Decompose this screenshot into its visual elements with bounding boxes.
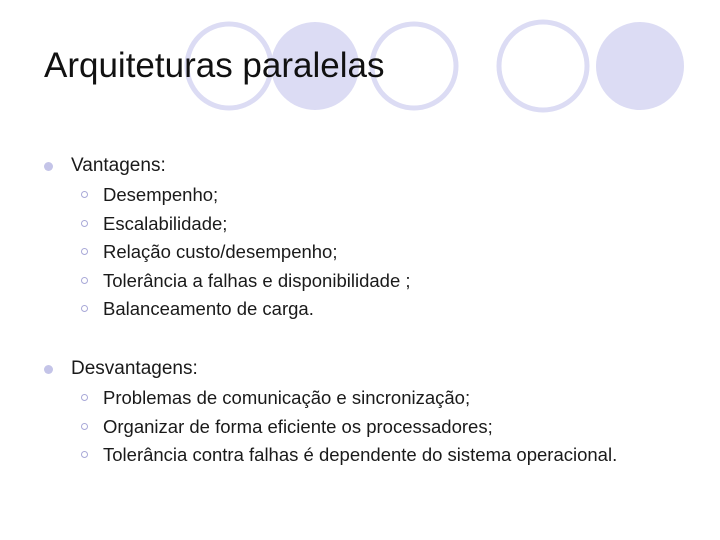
list-item-text: Problemas de comunicação e sincronização; bbox=[103, 387, 471, 408]
bullet-ring-icon bbox=[81, 191, 88, 198]
bullet-ring-icon bbox=[81, 305, 88, 312]
bullet-ring-icon bbox=[81, 423, 88, 430]
section-heading: Vantagens: bbox=[71, 155, 166, 176]
bullet-ring-icon bbox=[81, 220, 88, 227]
list-item-text: Tolerância a falhas e disponibilidade ; bbox=[103, 269, 411, 291]
bullet-dot-icon bbox=[44, 162, 53, 171]
decor-ring-3 bbox=[499, 22, 587, 110]
list-item-text: Escalabilidade; bbox=[103, 212, 228, 234]
section-heading: Desvantagens: bbox=[71, 358, 198, 379]
decor-ring-2 bbox=[372, 24, 456, 108]
slide-title: Arquiteturas paralelas bbox=[44, 46, 385, 85]
bullet-dot-icon bbox=[44, 365, 53, 374]
list-item-text: Tolerância contra falhas é dependente do sistema operacional. bbox=[103, 444, 618, 465]
bullet-ring-icon bbox=[81, 451, 88, 458]
list-item-text: Relação custo/desempenho; bbox=[103, 241, 338, 262]
list-item-text: Desempenho; bbox=[103, 184, 219, 205]
bullet-ring-icon bbox=[81, 248, 88, 255]
list-item-text: Organizar de forma eficiente os processadores; bbox=[103, 415, 493, 437]
bullet-ring-icon bbox=[81, 394, 88, 401]
decor-disc-2 bbox=[596, 22, 684, 110]
list-item-text: Balanceamento de carga. bbox=[103, 298, 314, 319]
bullet-ring-icon bbox=[81, 277, 88, 284]
